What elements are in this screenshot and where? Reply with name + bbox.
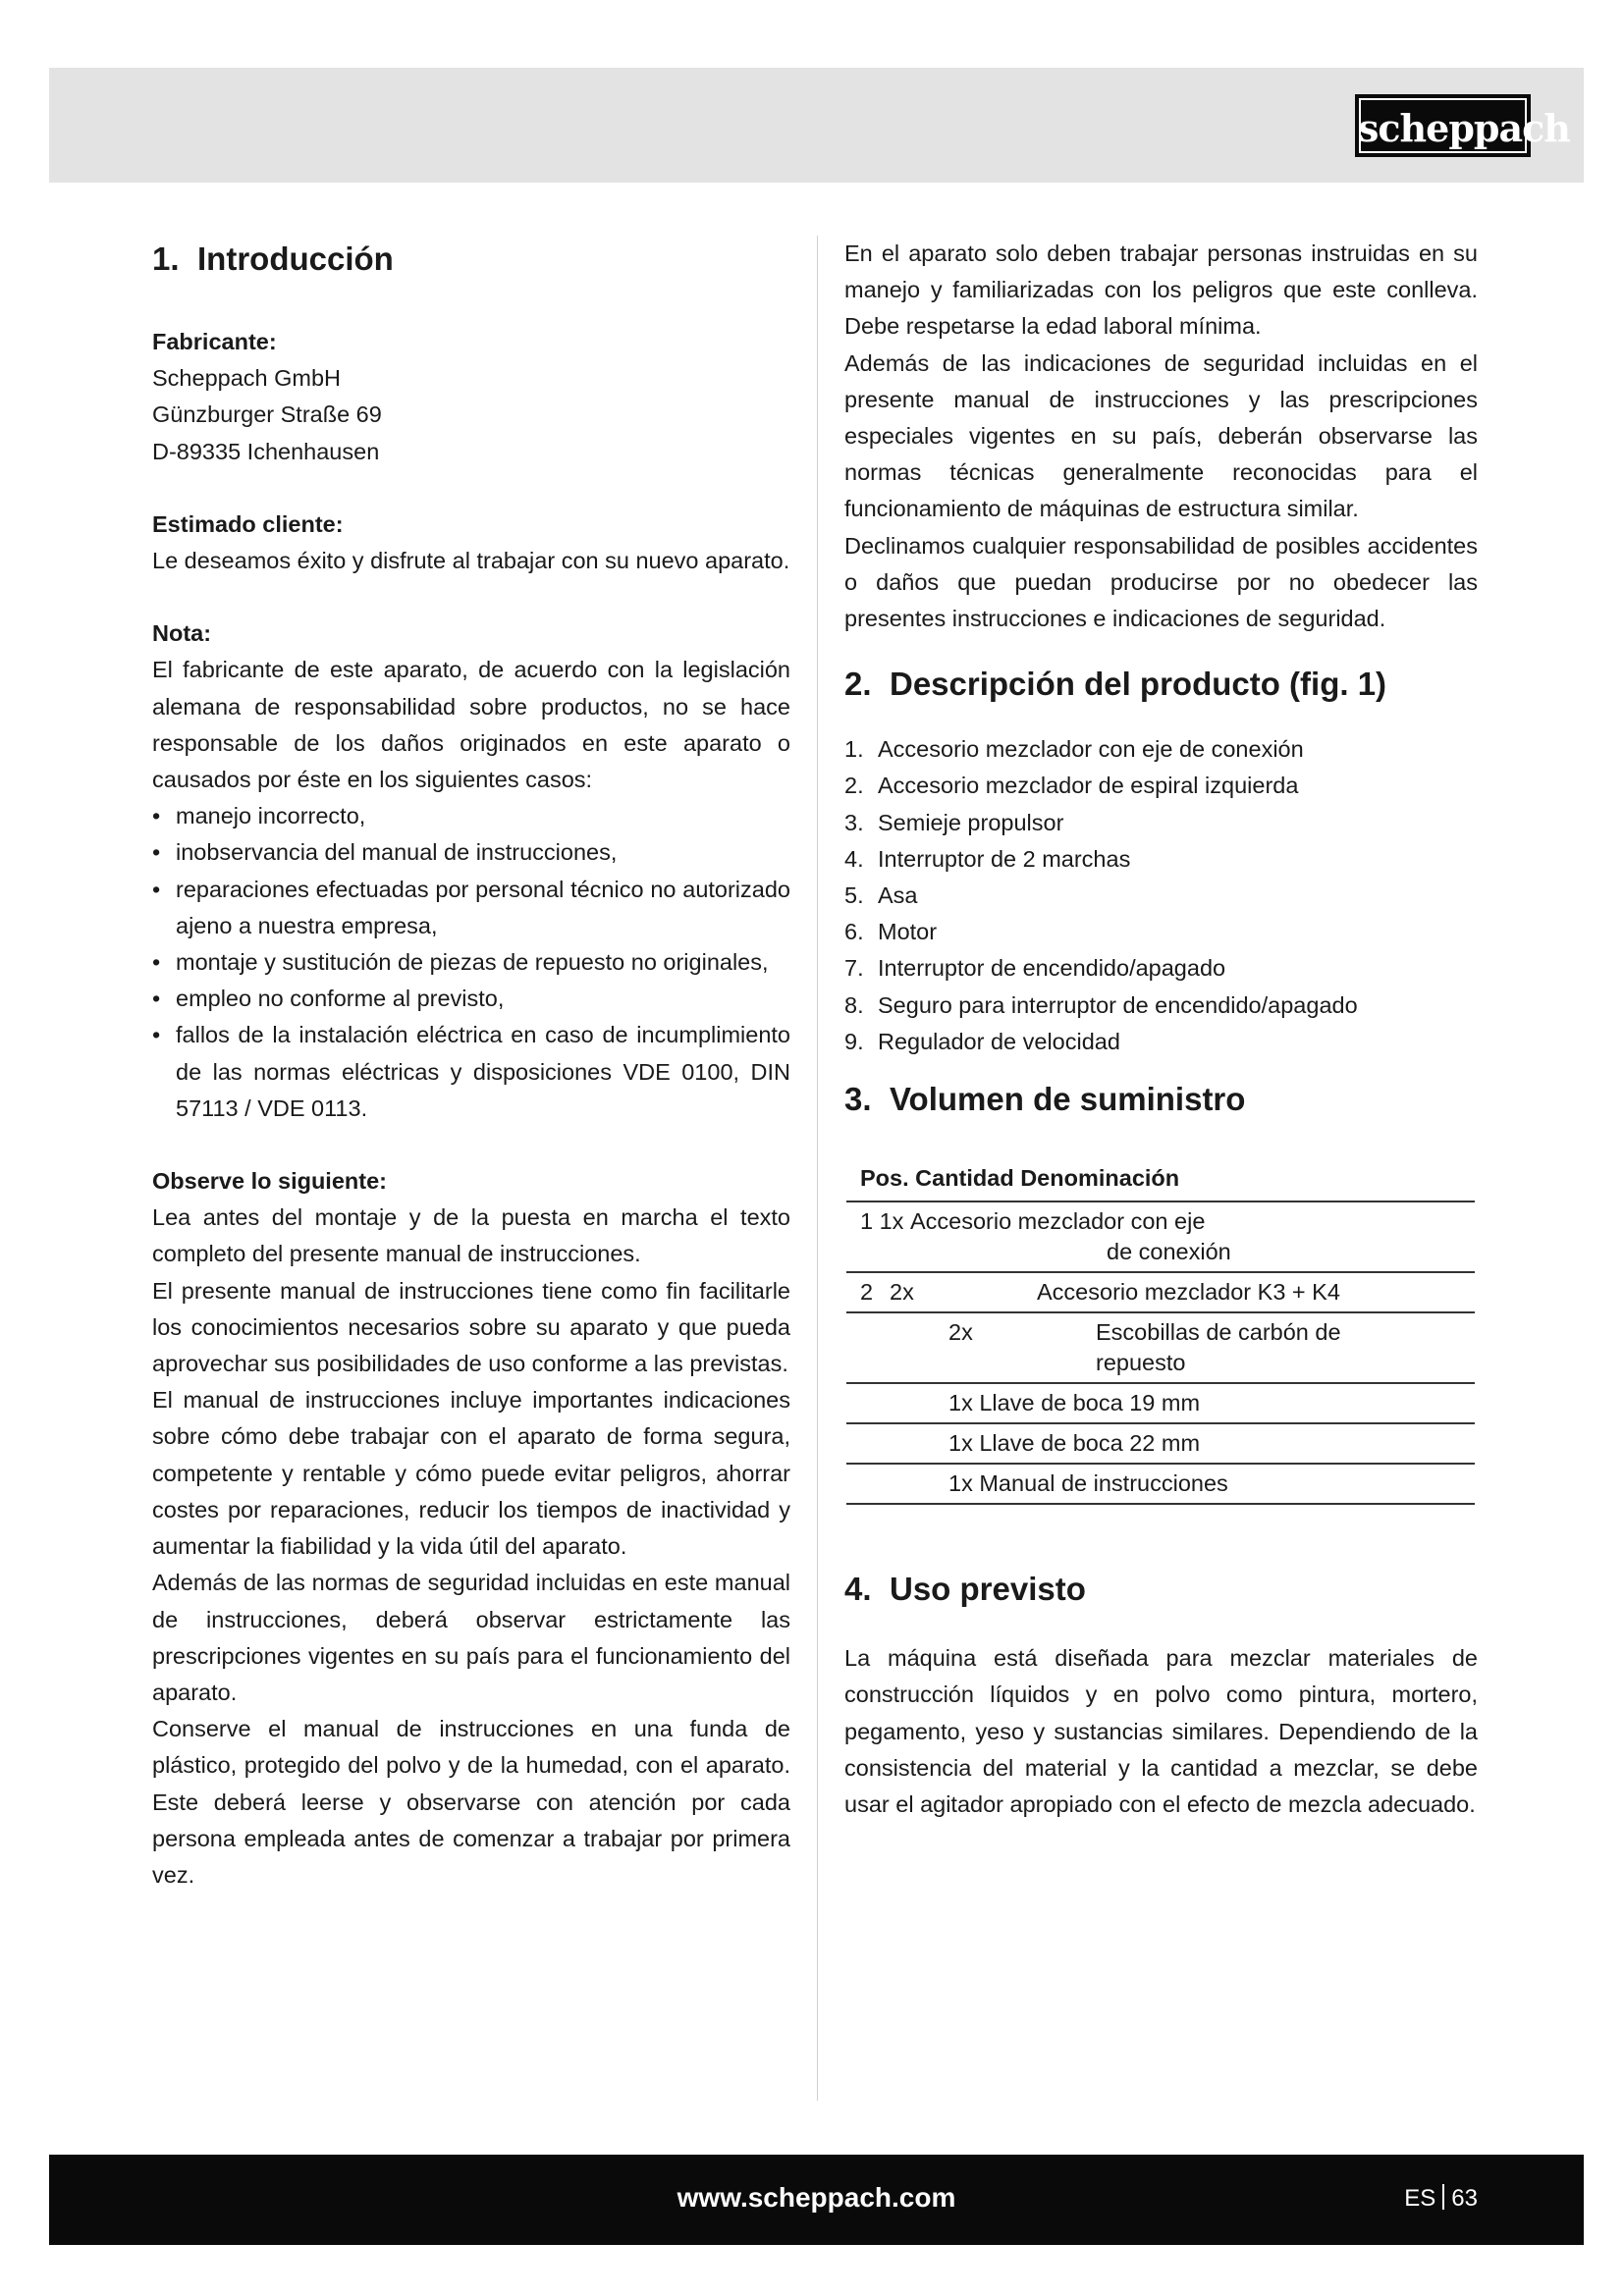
- list-item: • reparaciones efectuadas por personal técnico no autorizado ajeno a nuestra empresa,: [152, 872, 790, 944]
- list-item: • montaje y sustitución de piezas de repuesto no originales,: [152, 944, 790, 981]
- list-item: 1. Accesorio mezclador con eje de conexión: [844, 736, 1304, 763]
- safety-paragraph: Además de las indicaciones de seguridad incluidas en el presente manual de instrucciones y las prescripciones especiales vigentes en su país, deberán observarse las normas técnicas generalmente reconocidas para el funcionamiento de máquinas de estructura similar.: [844, 349, 1478, 522]
- scheppach-logo: scheppach: [1355, 94, 1531, 157]
- parts-list: [844, 731, 1478, 1060]
- observe-paragraph: Conserve el manual de instrucciones en una funda de plástico, protegido del polvo y de la humedad, con el aparato. Este deberá leerse y observarse con atención por cada persona empleada antes de comenzar a trabajar por primera vez.: [152, 1716, 790, 1888]
- list-item: 6. Motor: [844, 919, 938, 945]
- use-text: La máquina está diseñada para mezclar materiales de construcción líquidos y en polvo como pintura, mortero, pegamento, yeso y sustancias similares. Dependiendo de la consistencia del material y la cantidad a mezclar, se debe usar el agitador apropiado con el efecto de mezcla adecuado.: [844, 1645, 1478, 1818]
- list-item: 9. Regulador de velocidad: [844, 1028, 1120, 1054]
- observe-paragraph: El presente manual de instrucciones tiene como fin facilitarle los conocimientos necesarios sobre su aparato y que pueda aprovechar sus posibilidades de uso conforme a las previstas.: [152, 1277, 790, 1377]
- list-item: 2. Accesorio mezclador de espiral izquierda: [844, 773, 1299, 799]
- customer-text: Le deseamos éxito y disfrute al trabajar con su nuevo aparato.: [152, 548, 790, 574]
- list-item: 5. Asa: [844, 882, 918, 909]
- list-item: 8. Seguro para interruptor de encendido/apagado: [844, 991, 1358, 1018]
- table-row: 2x Escobillas de carbón de repuesto: [846, 1312, 1475, 1383]
- table-row: 1 1x Accesorio mezclador con eje de conexión: [846, 1201, 1475, 1272]
- table-row: 1x Llave de boca 19 mm: [846, 1383, 1475, 1423]
- list-item: • empleo no conforme al previsto,: [152, 981, 790, 1017]
- observe-paragraph: Además de las normas de seguridad incluidas en este manual de instrucciones, deberá observar estrictamente las prescripciones vigentes en su país para el funcionamiento del aparato.: [152, 1570, 790, 1705]
- note-bullet-list: [152, 798, 790, 1127]
- safety-paragraph: Declinamos cualquier responsabilidad de posibles accidentes o daños que puedan producirse por no obedecer las presentes instrucciones e indicaciones de seguridad.: [844, 532, 1478, 632]
- note-text: El fabricante de este aparato, de acuerdo con la legislación alemana de responsabilidad sobre productos, no se hace responsable de los daños originados en este aparato o causados por éste en los siguientes casos:: [152, 657, 790, 793]
- section-descripcion-heading: 2. Descripción del producto (fig. 1): [844, 666, 1387, 703]
- note-label: Nota:: [152, 620, 212, 647]
- manufacturer-line: D-89335 Ichenhausen: [152, 438, 380, 464]
- observe-paragraph: Lea antes del montaje y de la puesta en marcha el texto completo del presente manual de instrucciones.: [152, 1204, 790, 1267]
- list-item: • fallos de la instalación eléctrica en caso de incumplimiento de las normas eléctricas y disposiciones VDE 0100, DIN 57113 / VDE 0113.: [152, 1017, 790, 1127]
- table-row: 2 2x Accesorio mezclador K3 + K4: [846, 1272, 1475, 1312]
- supply-table: [846, 1154, 1475, 1505]
- manufacturer-label: Fabricante:: [152, 329, 277, 354]
- list-item: 4. Interruptor de 2 marchas: [844, 845, 1131, 872]
- supply-table-header: Pos. Cantidad Denominación: [846, 1154, 1475, 1201]
- list-item: 7. Interruptor de encendido/apagado: [844, 955, 1226, 982]
- footer-website-link[interactable]: www.scheppach.com: [677, 2182, 956, 2213]
- list-item: • inobservancia del manual de instrucciones,: [152, 834, 790, 871]
- safety-paragraph: En el aparato solo deben trabajar personas instruidas en su manejo y familiarizadas con los peligros que este conlleva. Debe respetarse la edad laboral mínima.: [844, 240, 1478, 340]
- manufacturer-line: Günzburger Straße 69: [152, 401, 382, 428]
- list-item: • manejo incorrecto,: [152, 798, 790, 834]
- table-row: 1x Llave de boca 22 mm: [846, 1423, 1475, 1464]
- header-band: [49, 68, 1584, 183]
- observe-label: Observe lo siguiente:: [152, 1168, 387, 1195]
- manufacturer-line: Scheppach GmbH: [152, 365, 342, 392]
- section-volumen-heading: 3. Volumen de suministro: [844, 1081, 1246, 1118]
- list-item: 3. Semieje propulsor: [844, 809, 1064, 835]
- left-column: [152, 236, 790, 1894]
- page-number: ES 63: [1404, 2185, 1478, 2212]
- section-uso-heading: 4. Uso previsto: [844, 1571, 1086, 1608]
- column-divider: [817, 236, 818, 2101]
- customer-label: Estimado cliente:: [152, 510, 344, 537]
- footer-band: [49, 2155, 1584, 2245]
- section-introduccion-heading: 1. Introducción: [152, 240, 394, 277]
- table-row: 1x Manual de instrucciones: [846, 1464, 1475, 1504]
- right-column: [844, 236, 1478, 1823]
- observe-paragraph: El manual de instrucciones incluye importantes indicaciones sobre cómo debe trabajar con el aparato de forma segura, competente y rentable y cómo puede evitar peligros, ahorrar costes por reparaciones, reducir los tiempos de inactividad y aumentar la fiabilidad y la vida útil del aparato.: [152, 1387, 790, 1560]
